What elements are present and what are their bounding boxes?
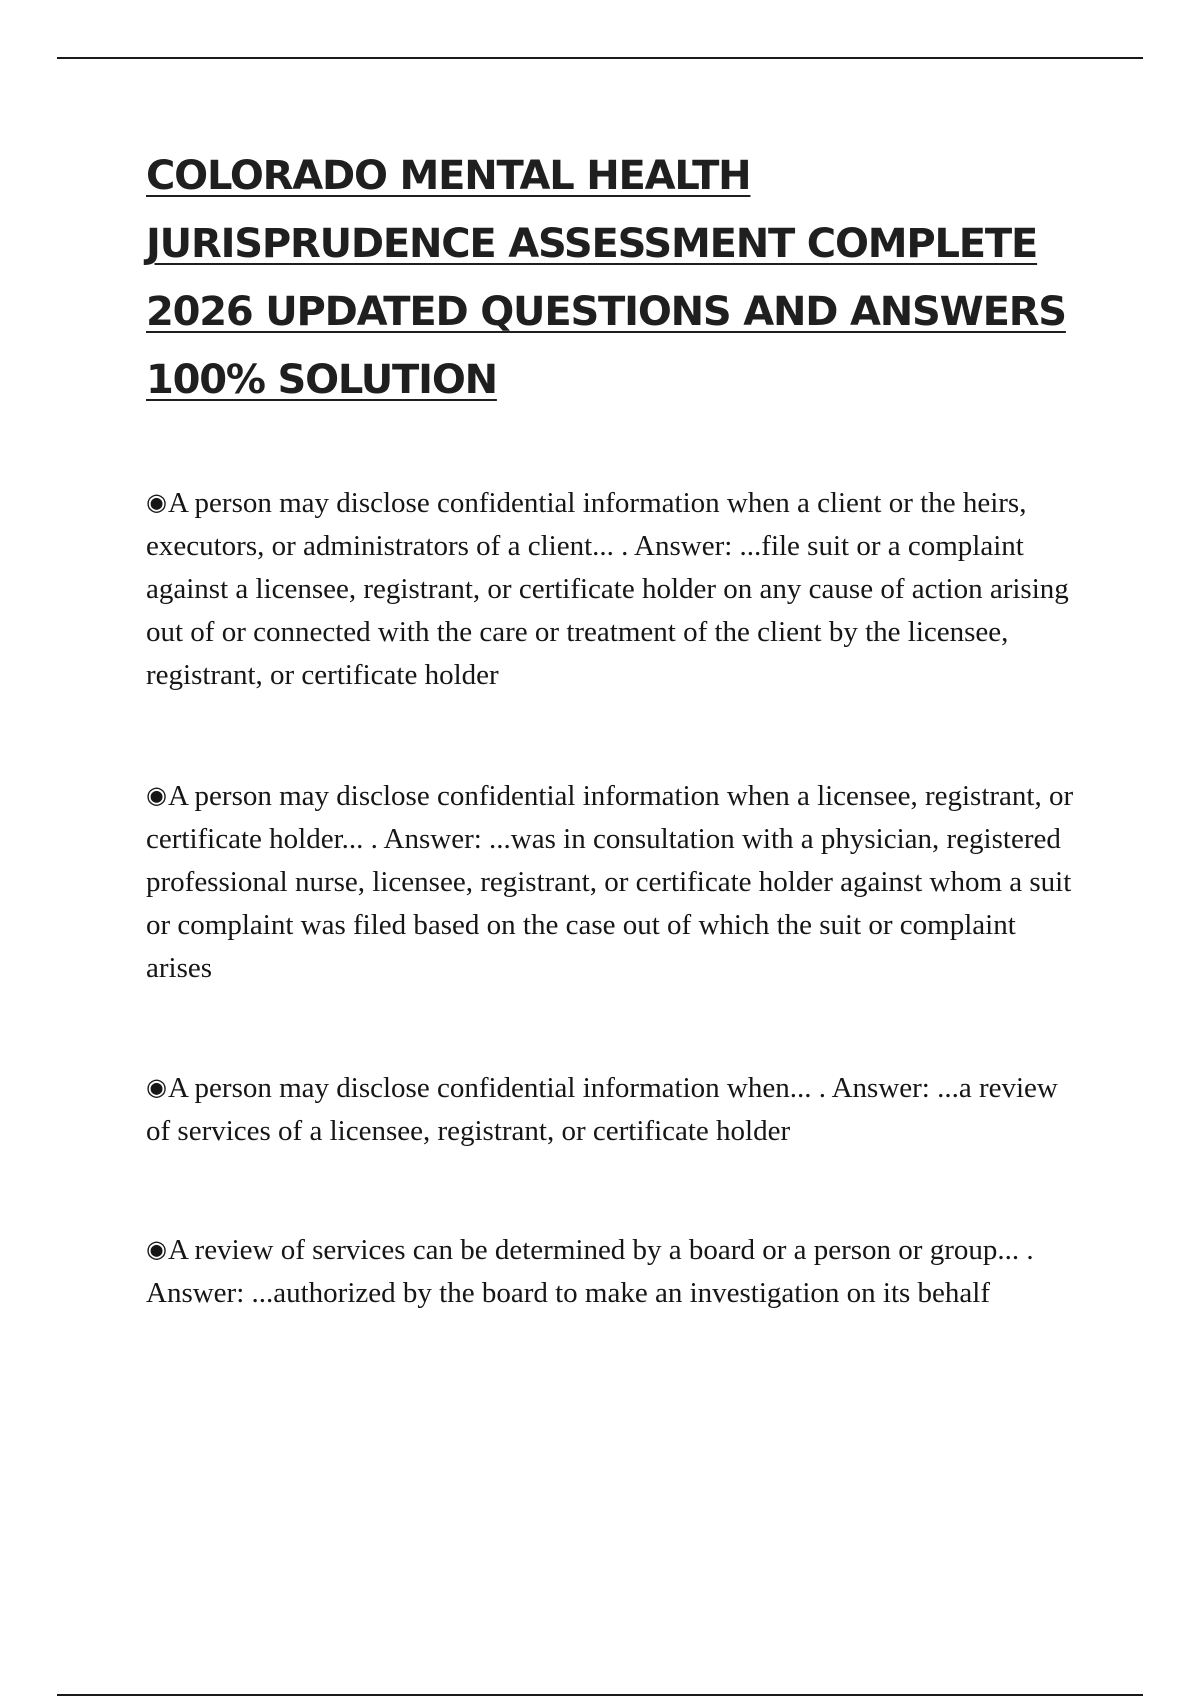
bullet-marker-icon: ◉ [146,488,167,516]
qa-text-2: A person may disclose confidential information when a licensee, registrant, or certificate holder... . Answer: ...was in consultation with a physician, registered professional nurse, licensee, registrant, or certificate holder against whom a suit or complaint was filed based on the case out of which the suit or complaint arises [146,780,1074,984]
bullet-marker-icon: ◉ [146,1073,167,1101]
qa-item-1 [146,481,1086,697]
qa-item-2 [146,774,1086,990]
bullet-marker-icon: ◉ [146,1235,167,1263]
qa-item-4 [146,1228,1086,1315]
qa-item-3 [146,1066,1086,1153]
bullet-marker-icon: ◉ [146,781,167,809]
document-title: COLORADO MENTAL HEALTH JURISPRUDENCE ASSESSMENT COMPLETE 2026 UPDATED QUESTIONS AND ANSWERS 100% SOLUTION [146,153,1066,403]
qa-text-1: A person may disclose confidential information when a client or the heirs, executors, or administrators of a client... . Answer: ...file suit or a complaint against a licensee, registrant, or certificate holder on any cause of action arising out of or connected with the care or treatment of the client by the licensee, registrant, or certificate holder [146,487,1069,691]
qa-text-3: A person may disclose confidential information when... . Answer: ...a review of services of a licensee, registrant, or certificate holder [146,1072,1058,1147]
bottom-divider [57,1694,1143,1696]
qa-text-4: A review of services can be determined by a board or a person or group... . Answer: ...authorized by the board to make an investigation on its behalf [146,1234,1034,1309]
top-divider [57,57,1143,59]
